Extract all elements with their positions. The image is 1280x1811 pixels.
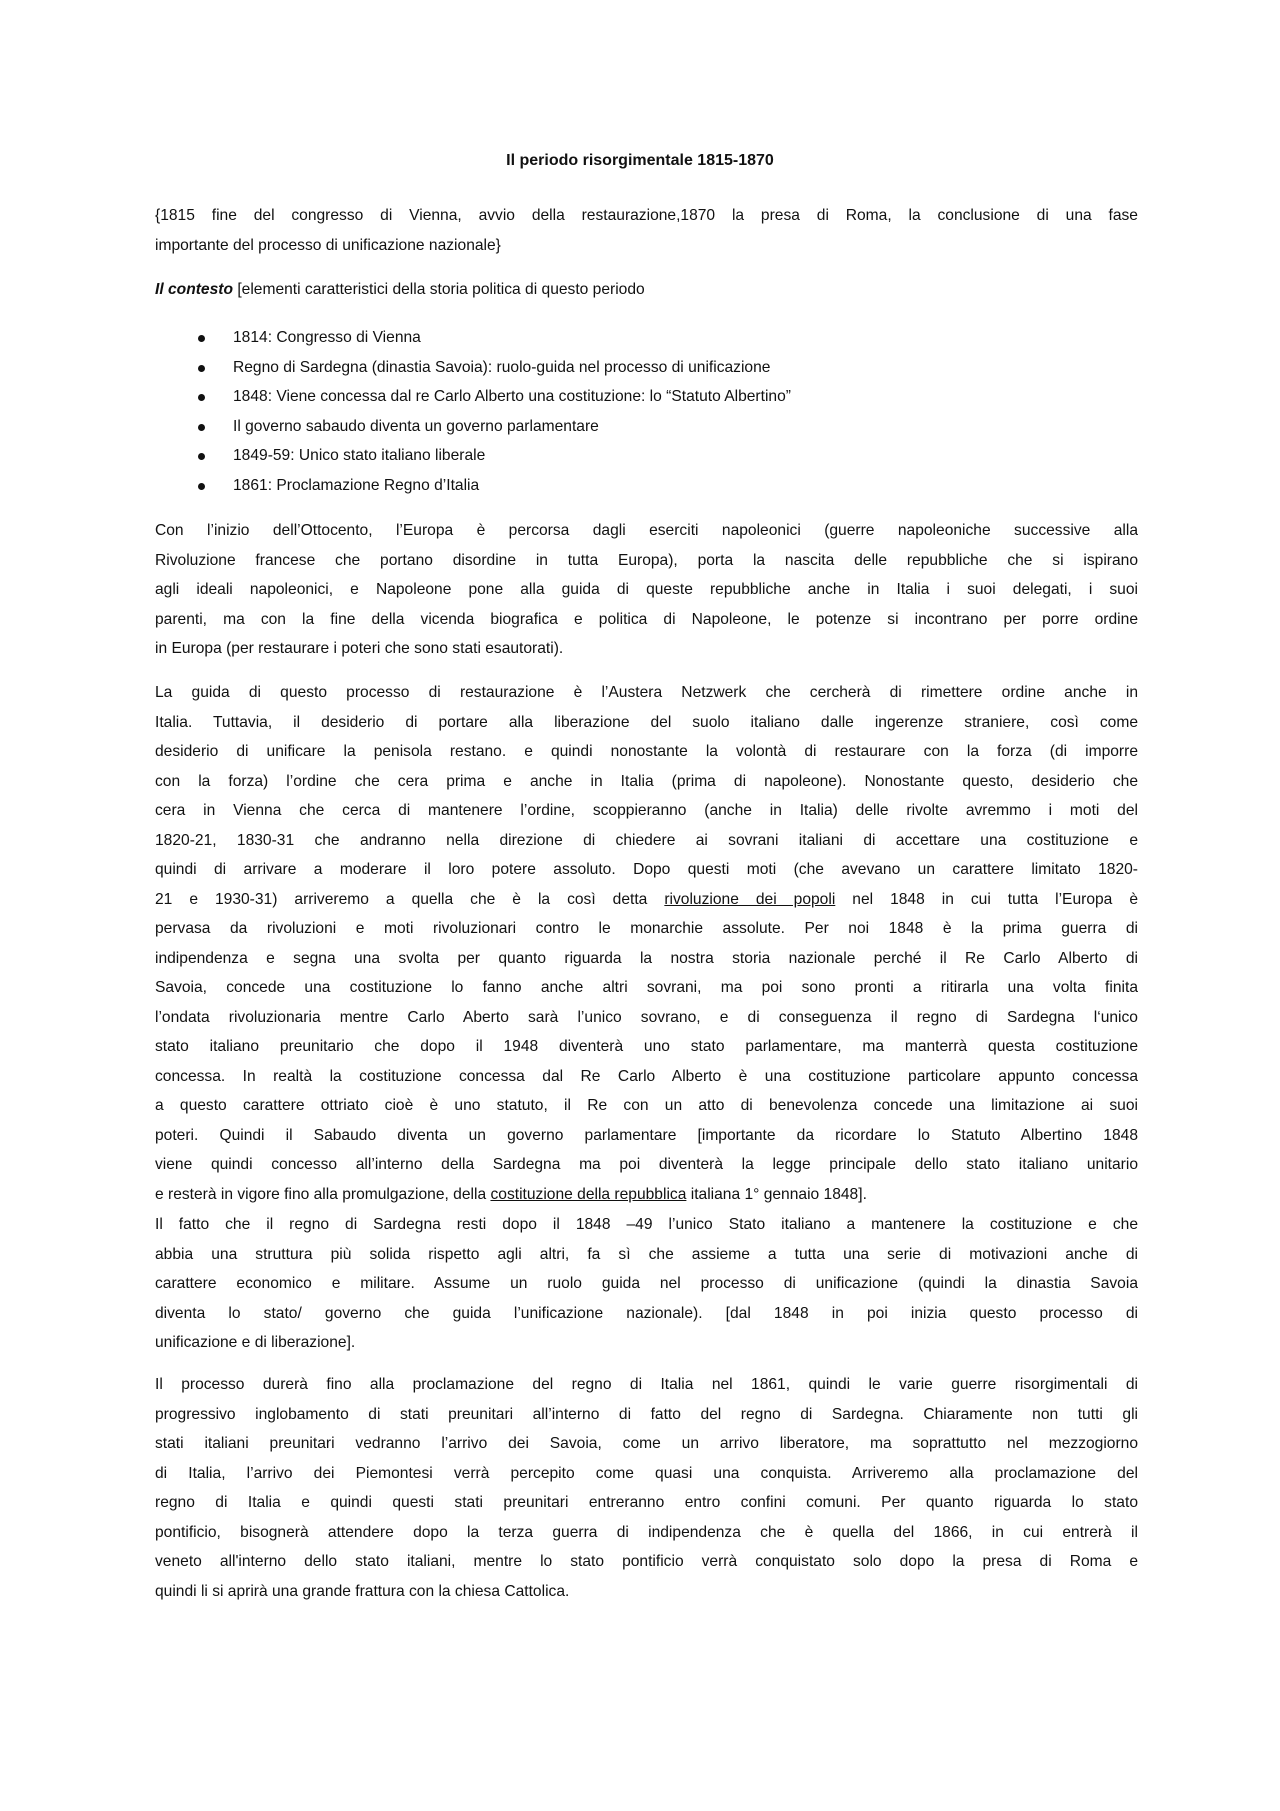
text-line: stati italiani preunitari vedranno l’arrivo dei Savoia, come un arrivo liberatore, ma soprattutto nel mezzogiorno — [155, 1435, 1138, 1452]
text-line: desiderio di unificare la penisola restano. e quindi nonostante la volontà di restaurare con la forza (di imporre — [155, 743, 1138, 760]
text-line: a questo carattere ottriato cioè è uno statuto, il Re con un atto di benevolenza concede una limitazione ai suoi — [155, 1097, 1138, 1114]
text-line: agli ideali napoleonici, e Napoleone pone alla guida di queste repubbliche anche in Italia i suoi delegati, i suoi — [155, 581, 1138, 598]
text-line: poteri. Quindi il Sabaudo diventa un governo parlamentare [importante da ricordare lo Statuto Albertino 1848 — [155, 1126, 1138, 1144]
text-line: abbia una struttura più solida rispetto agli altri, fa sì che assieme a tutta una serie di motivazioni anche di — [155, 1245, 1138, 1263]
paragraph — [155, 678, 1138, 1209]
text-line: Rivoluzione francese che portano disordine in tutta Europa), porta la nascita delle repubbliche che si ispirano — [155, 551, 1138, 569]
text-line: regno di Italia e quindi questi stati preunitari entreranno entro confini comuni. Per quanto riguarda lo stato — [155, 1494, 1138, 1511]
text-line: l’ondata rivoluzionaria mentre Carlo Aberto sarà l’unico sovrano, e di conseguenza il regno di Sardegna l‘unico — [155, 1008, 1138, 1026]
text-line: e resterà in vigore fino alla promulgazione, della costituzione della repubblica italiana 1° gennaio 1848]. — [155, 1185, 867, 1203]
paragraph — [155, 1210, 1138, 1358]
text-line: indipendenza e segna una svolta per quanto riguarda la nostra storia nazionale perché il Re Carlo Alberto di — [155, 949, 1138, 967]
text-line: in Europa (per restaurare i poteri che sono stati esautorati). — [155, 640, 564, 657]
bullet-icon — [198, 394, 205, 401]
bullet-icon — [198, 483, 205, 490]
text-line: Il fatto che il regno di Sardegna resti dopo il 1848 –49 l’unico Stato italiano a mantenere la costituzione e che — [155, 1216, 1138, 1233]
context-heading: Il contesto — [155, 281, 233, 298]
list-item-text: 1848: Viene concessa dal re Carlo Alberto una costituzione: lo “Statuto Albertino” — [233, 388, 791, 405]
list-item — [198, 353, 791, 383]
text-line: importante del processo di unificazione nazionale} — [155, 236, 501, 254]
text-line: La guida di questo processo di restaurazione è l’Austera Netzwerk che cercherà di rimettere ordine anche in — [155, 684, 1138, 701]
bullet-icon — [198, 365, 205, 372]
text-line: veneto all'interno dello stato italiani, mentre lo stato pontificio verrà conquistato solo dopo la presa di Roma e — [155, 1553, 1138, 1570]
text-line: Con l’inizio dell’Ottocento, l’Europa è percorsa dagli eserciti napoleonici (guerre napoleoniche successive alla — [155, 522, 1138, 539]
document-title: Il periodo risorgimentale 1815-1870 — [506, 152, 774, 169]
underlined-text: costituzione della repubblica — [490, 1185, 687, 1203]
text-line: diventa lo stato/ governo che guida l’unificazione nazionale). [dal 1848 in poi inizia questo processo di — [155, 1304, 1138, 1322]
text-line: concessa. In realtà la costituzione concessa dal Re Carlo Alberto è una costituzione particolare appunto concessa — [155, 1067, 1138, 1085]
text-line: di Italia, l’arrivo dei Piemontesi verrà percepito come quasi una conquista. Arriveremo alla proclamazione del — [155, 1464, 1138, 1482]
text-line: parenti, ma con la fine della vicenda biografica e politica di Napoleone, le potenze si incontrano per porre ordine — [155, 610, 1138, 628]
text-line: con la forza) l’ordine che cera prima e anche in Italia (prima di napoleone). Nonostante questo, desiderio che — [155, 772, 1138, 790]
bullet-icon — [198, 453, 205, 460]
text-line: progressivo inglobamento di stati preunitari all’interno di fatto del regno di Sardegna. Chiaramente non tutti gli — [155, 1405, 1138, 1423]
list-item — [198, 441, 791, 471]
text-line: cera in Vienna che cerca di mantenere l’ordine, scoppieranno (anche in Italia) delle rivolte avremmo i moti del — [155, 802, 1138, 819]
bullet-list — [198, 323, 791, 500]
paragraph — [155, 516, 1138, 664]
text-line: quindi li si aprirà una grande frattura con la chiesa Cattolica. — [155, 1582, 570, 1600]
list-item-text: Regno di Sardegna (dinastia Savoia): ruolo-guida nel processo di unificazione — [233, 358, 771, 376]
text-line: Savoia, concede una costituzione lo fanno anche altri sovrani, ma poi sono pronti a ritirarla una volta finita — [155, 979, 1138, 996]
text-line: viene quindi concesso all’interno della Sardegna ma poi diventerà la legge principale dello stato italiano unitario — [155, 1156, 1138, 1173]
list-item-text: 1849-59: Unico stato italiano liberale — [233, 447, 486, 464]
list-item-text: 1861: Proclamazione Regno d’Italia — [233, 476, 480, 494]
text-line: {1815 fine del congresso di Vienna, avvio della restaurazione,1870 la presa di Roma, la conclusione di una fase — [155, 207, 1138, 224]
context-text: [elementi caratteristici della storia politica di questo periodo — [232, 281, 645, 298]
text-line: pervasa da rivoluzioni e moti rivoluzionari contro le monarchie assolute. Per noi 1848 è la prima guerra di — [155, 920, 1138, 937]
list-item-text: 1814: Congresso di Vienna — [233, 329, 421, 346]
text-line: quindi di arrivare a moderare il loro potere assoluto. Dopo questi moti (che avevano un carattere limitato 1820- — [155, 861, 1138, 878]
text-line: stato italiano preunitario che dopo il 1948 diventerà uno stato parlamentare, ma manterrà questa costituzione — [155, 1038, 1138, 1055]
text-line: carattere economico e militare. Assume un ruolo guida nel processo di unificazione (quindi la dinastia Savoia — [155, 1275, 1138, 1292]
list-item — [198, 323, 791, 353]
underlined-text: rivoluzione dei popoli — [664, 890, 836, 908]
bullet-icon — [198, 424, 205, 431]
text-line: Il processo durerà fino alla proclamazione del regno di Italia nel 1861, quindi le varie guerre risorgimentali di — [155, 1376, 1138, 1393]
text-line: Italia. Tuttavia, il desiderio di portare alla liberazione del suolo italiano dalle ingerenze straniere, così come — [155, 713, 1138, 731]
text-line: 21 e 1930-31) arriveremo a quella che è la così detta rivoluzione dei popoli nel 1848 in cui tutta l’Europa è — [155, 890, 1138, 908]
list-item — [198, 382, 791, 412]
intro-paragraph — [155, 201, 1138, 260]
text-line: 1820-21, 1830-31 che andranno nella direzione di chiedere ai sovrani italiani di accettare una costituzione e — [155, 831, 1138, 849]
text-line: pontificio, bisognerà attendere dopo la terza guerra di indipendenza che è quella del 1866, in cui entrerà il — [155, 1523, 1138, 1541]
list-item-text: Il governo sabaudo diventa un governo parlamentare — [233, 417, 599, 435]
text-line: unificazione e di liberazione]. — [155, 1334, 356, 1351]
list-item — [198, 412, 791, 442]
list-item — [198, 471, 791, 501]
bullet-icon — [198, 335, 205, 342]
paragraph — [155, 1370, 1138, 1606]
context-heading-line — [155, 275, 1138, 305]
